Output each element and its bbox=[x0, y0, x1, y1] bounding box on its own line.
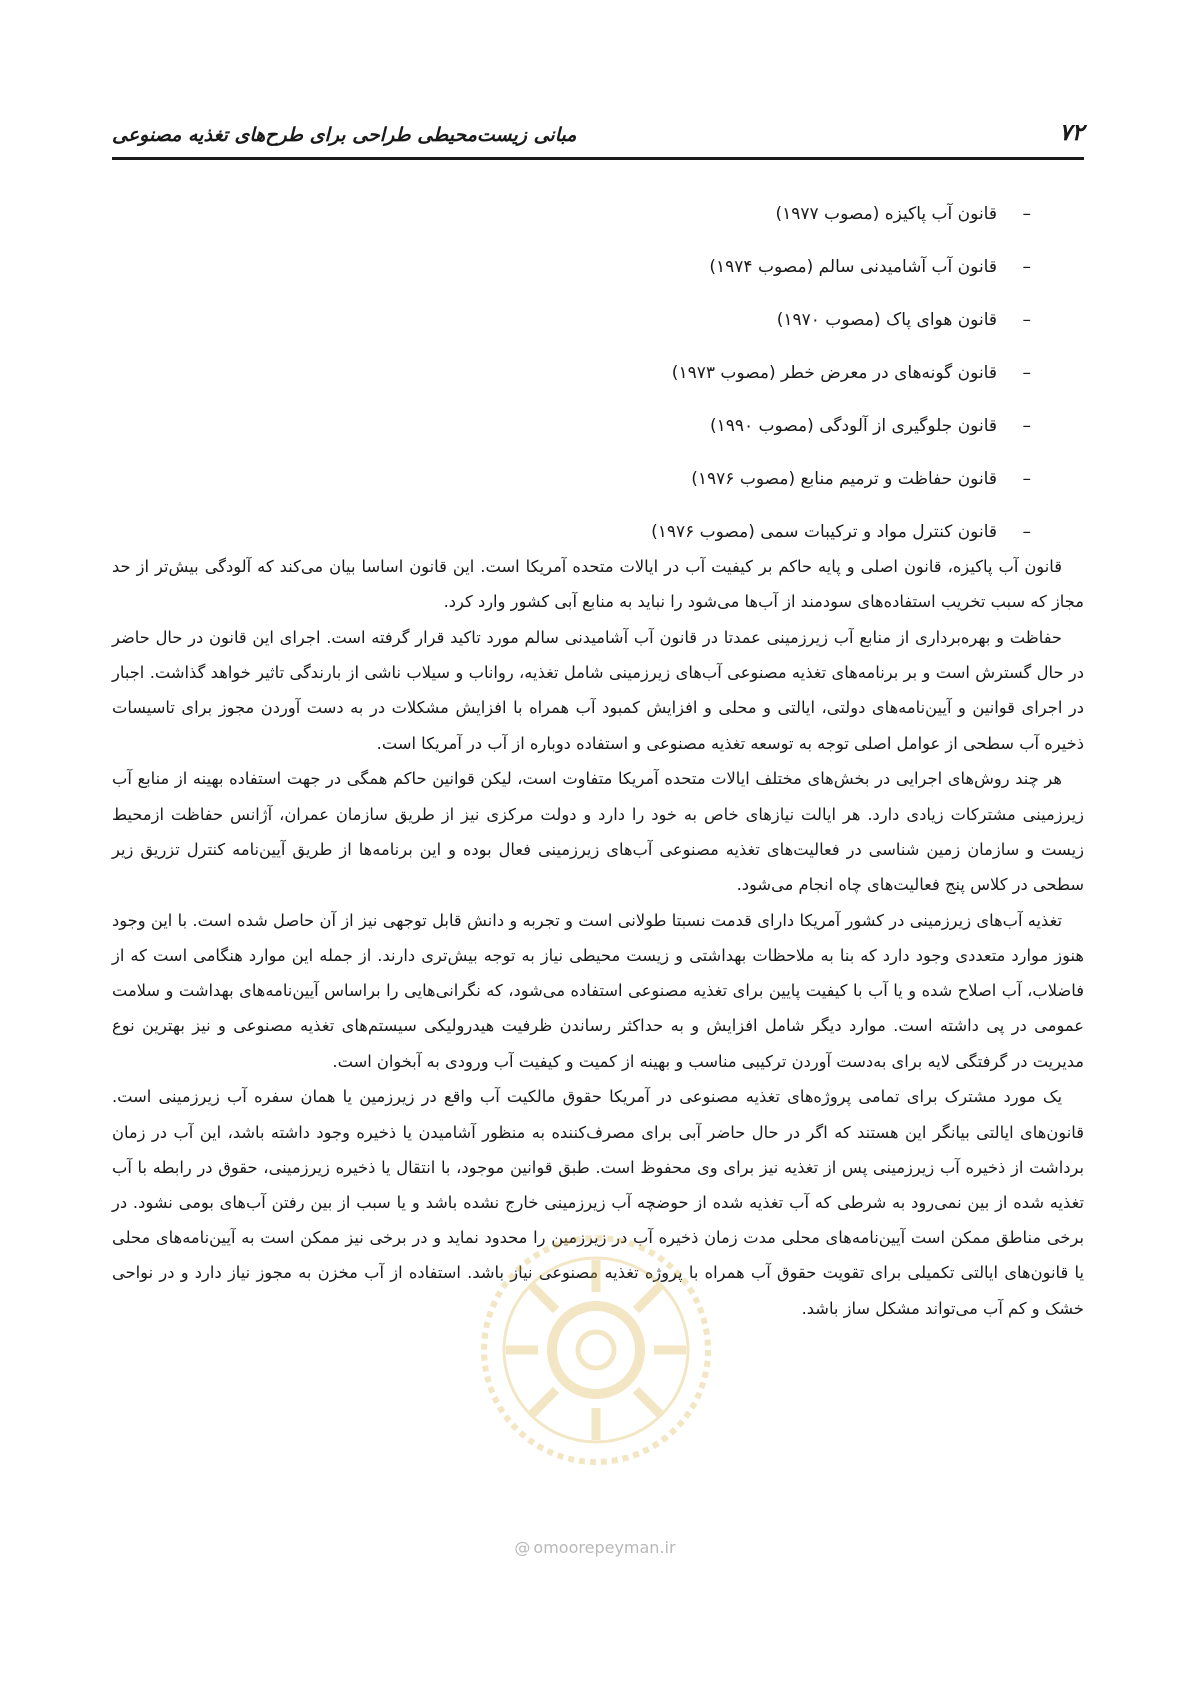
list-bullet: – bbox=[1022, 363, 1031, 383]
paragraph: قانون آب پاکیزه، قانون اصلی و پایه حاکم بر کیفیت آب در ایالات متحده آمریکا است. این قانون اساسا بیان می‌کند که آلودگی بیش‌تر از حد مجاز که سبب تخریب استفاده‌های سودمند از آب‌ها می‌شود را نباید به منابع آبی کشور وارد کرد. bbox=[112, 557, 1084, 612]
list-item-text: قانون کنترل مواد و ترکیبات سمی (مصوب ۱۹۷۶) bbox=[651, 522, 997, 542]
list-item bbox=[271, 200, 1031, 253]
page-header bbox=[112, 116, 1084, 160]
paragraph: هر چند روش‌های اجرایی در بخش‌های مختلف ایالات متحده آمریکا متفاوت است، لیکن قوانین حاکم همگی در جهت استفاده بهینه از منابع آب زیرزمینی مشترکات زیادی دارد. هر ایالت نیازهای خاص به خود را دارد و دولت مرکزی نیز از طریق سازمان عمران، آژانس حفاظت ازمحیط زیست و سازمان زمین شناسی در فعالیت‌های تغذیه مصنوعی آب‌های زیرزمینی فعال بوده و این برنامه‌ها از طریق آیین‌نامه کنترل تزریق زیر سطحی در کلاس پنج فعالیت‌های چاه انجام می‌شود. bbox=[112, 769, 1084, 895]
list-item bbox=[271, 359, 1031, 412]
watermark-site: omoorepeyman.ir bbox=[533, 1538, 676, 1557]
list-item bbox=[271, 306, 1031, 359]
list-item-text: قانون جلوگیری از آلودگی (مصوب ۱۹۹۰) bbox=[709, 416, 997, 436]
list-item bbox=[271, 465, 1031, 518]
header-rule bbox=[112, 157, 1084, 160]
list-bullet: – bbox=[1022, 522, 1031, 542]
list-bullet: – bbox=[1022, 310, 1031, 330]
list-item bbox=[271, 412, 1031, 465]
running-title: مبانی زیست‌محیطی طراحی برای طرح‌های تغذیه مصنوعی bbox=[112, 124, 577, 146]
list-item-text: قانون گونه‌های در معرض خطر (مصوب ۱۹۷۳) bbox=[671, 363, 997, 383]
list-bullet: – bbox=[1022, 469, 1031, 489]
list-item-text: قانون حفاظت و ترمیم منابع (مصوب ۱۹۷۶) bbox=[691, 469, 997, 489]
paragraph: تغذیه آب‌های زیرزمینی در کشور آمریکا دارای قدمت نسبتا طولانی است و تجربه و دانش قابل توجهی نیز از آن حاصل شده است. با این وجود هنوز موارد متعددی وجود دارد که بنا به ملاحظات بهداشتی و زیست محیطی نیاز به توجه بیش‌تری دارند. از جمله این موارد هنگامی است که از فاضلاب، آب اصلاح شده و یا آب با کیفیت پایین برای تغذیه مصنوعی استفاده می‌شود، که نگرانی‌هایی را براساس آیین‌نامه‌های بهداشت و سلامت عمومی در پی داشته است. موارد دیگر شامل افزایش و به حداکثر رساندن ظرفیت هیدرولیکی سیستم‌های تغذیه مصنوعی و نیز بهترین نوع مدیریت در گرفتگی لایه برای به‌دست آوردن ترکیبی مناسب و بهینه از کمیت و کیفیت آب ورودی به آبخوان است. bbox=[112, 910, 1084, 1071]
list-bullet: – bbox=[1022, 204, 1031, 224]
watermark-url bbox=[470, 1538, 720, 1557]
list-item-text: قانون هوای پاک (مصوب ۱۹۷۰) bbox=[776, 310, 997, 330]
list-item bbox=[271, 253, 1031, 306]
list-bullet: – bbox=[1022, 416, 1031, 436]
body-text bbox=[112, 549, 1084, 1326]
paragraph: حفاظت و بهره‌برداری از منابع آب زیرزمینی عمدتا در قانون آب آشامیدنی سالم مورد تاکید قرار گرفته است. اجرای این قانون در حال حاضر در حال گسترش است و بر برنامه‌های تغذیه مصنوعی آب‌های زیرزمینی شامل تغذیه، رواناب و سیلاب ناشی از بارندگی تاثیر خواهد گذاشت. اجبار در اجرای قوانین و آیین‌نامه‌های دولتی، ایالتی و محلی و افزایش کمبود آب همراه با افزایش مشکلات در به دست آوردن مجوز برای تاسیسات ذخیره آب سطحی از عوامل اصلی توجه به توسعه تغذیه مصنوعی و استفاده دوباره از آب در آمریکا است. bbox=[112, 628, 1084, 753]
list-item-text: قانون آب آشامیدنی سالم (مصوب ۱۹۷۴) bbox=[709, 257, 997, 277]
paragraph: یک مورد مشترک برای تمامی پروژه‌های تغذیه مصنوعی در آمریکا حقوق مالکیت آب واقع در زیرزمین یا همان سفره آب زیرزمینی است. قانون‌های ایالتی بیانگر این هستند که اگر در حال حاضر آبی برای مصرف‌کننده به منظور آشامیدن یا ذخیره وجود داشته باشد، این آب در زمان برداشت از ذخیره آب زیرزمینی پس از تغذیه نیز برای وی محفوظ است. طبق قوانین موجود، با انتقال یا ذخیره زیرزمینی، حقوق در رابطه با آب تغذیه شده از بین نمی‌رود به شرطی که آب تغذیه شده از حوضچه آب زیرزمینی خارج نشده باشد و یا سبب از بین رفتن آب‌های بومی نشود. در برخی مناطق ممکن است آیین‌نامه‌های محلی مدت زمان ذخیره آب در زیرزمین را محدود نماید و در برخی نیز ممکن است به آیین‌نامه‌های محلی یا قانون‌های ایالتی تکمیلی برای تقویت حقوق آب همراه با پروژه تغذیه مصنوعی نیاز باشد. استفاده از آب مخزن به مجوز نیاز دارد و در نواحی خشک و کم آب می‌تواند مشکل ساز باشد. bbox=[112, 1087, 1084, 1318]
at-icon: @ bbox=[514, 1538, 531, 1557]
list-bullet: – bbox=[1022, 257, 1031, 277]
page-number: ۷۲ bbox=[1059, 120, 1084, 146]
list-item-text: قانون آب پاکیزه (مصوب ۱۹۷۷) bbox=[775, 204, 997, 224]
law-list bbox=[271, 200, 1031, 571]
watermark-stamp-logo bbox=[476, 1230, 716, 1470]
